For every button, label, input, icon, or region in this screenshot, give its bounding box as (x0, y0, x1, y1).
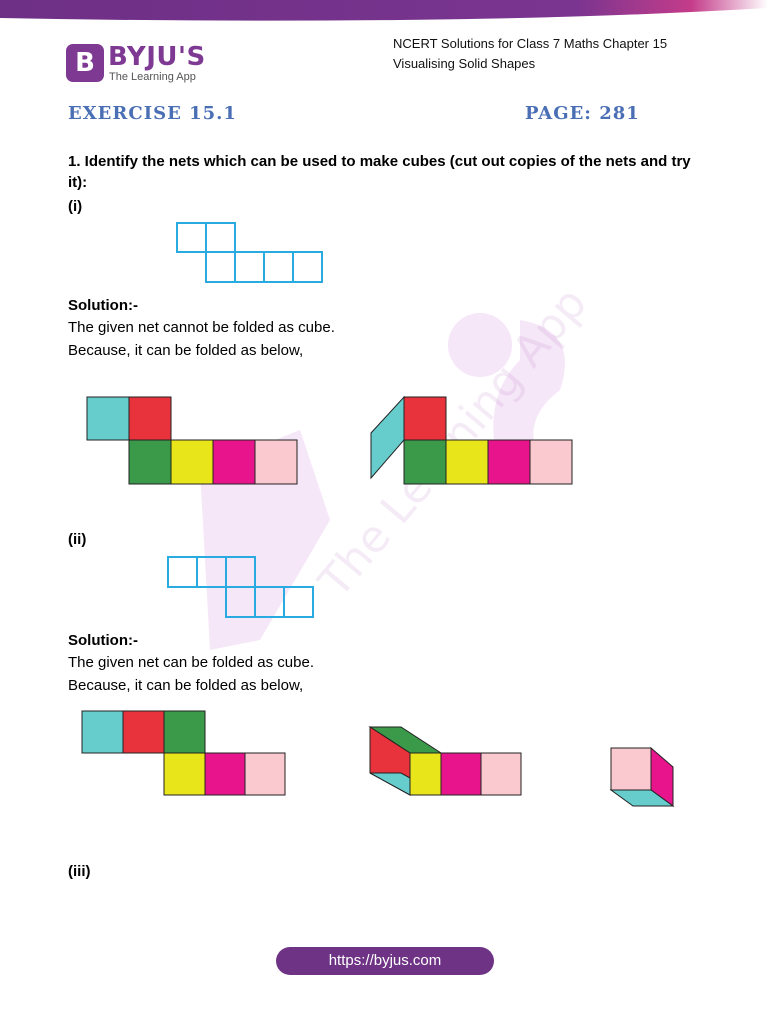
svg-text:The Learning App: The App (309, 277, 598, 608)
solution-heading-i: Solution:- (68, 297, 138, 314)
part-label-ii: (ii) (68, 531, 87, 548)
net-colored-ii-flat (82, 711, 285, 795)
logo-tagline: The Learning App (109, 71, 196, 83)
net-colored-i-folding (371, 397, 572, 484)
logo-badge: B (66, 44, 104, 82)
net-colored-i-flat (87, 397, 297, 484)
net-outline-ii (168, 557, 313, 617)
part-label-i: (i) (68, 198, 83, 215)
exercise-title: EXERCISE 15.1 (68, 103, 237, 124)
question-text: 1. Identify the nets which can be used to make cubes (cut out copies of the nets and try it): (68, 153, 691, 191)
net-colored-ii-folding (370, 727, 521, 795)
net-outline-i (177, 223, 322, 282)
part-label-iii: (iii) (68, 863, 91, 880)
folded-cube (611, 748, 673, 806)
page-number: PAGE: 281 (525, 103, 640, 124)
footer-url-link[interactable]: https://byjus.com (276, 947, 494, 975)
solution-line1-i: The given net cannot be folded as cube. (68, 319, 335, 336)
document-title-line1: NCERT Solutions for Class 7 Maths Chapter 15 (393, 36, 668, 51)
solution-heading-ii: Solution:- (68, 632, 138, 649)
solution-line2-i: Because, it can be folded as below, (68, 342, 304, 359)
document-title-line2: Visualising Solid Shapes (393, 56, 536, 71)
solution-line1-ii: The given net can be folded as cube. (68, 654, 315, 671)
logo-name: BYJU'S (108, 42, 206, 72)
solution-line2-ii: Because, it can be folded as below, (68, 677, 304, 694)
